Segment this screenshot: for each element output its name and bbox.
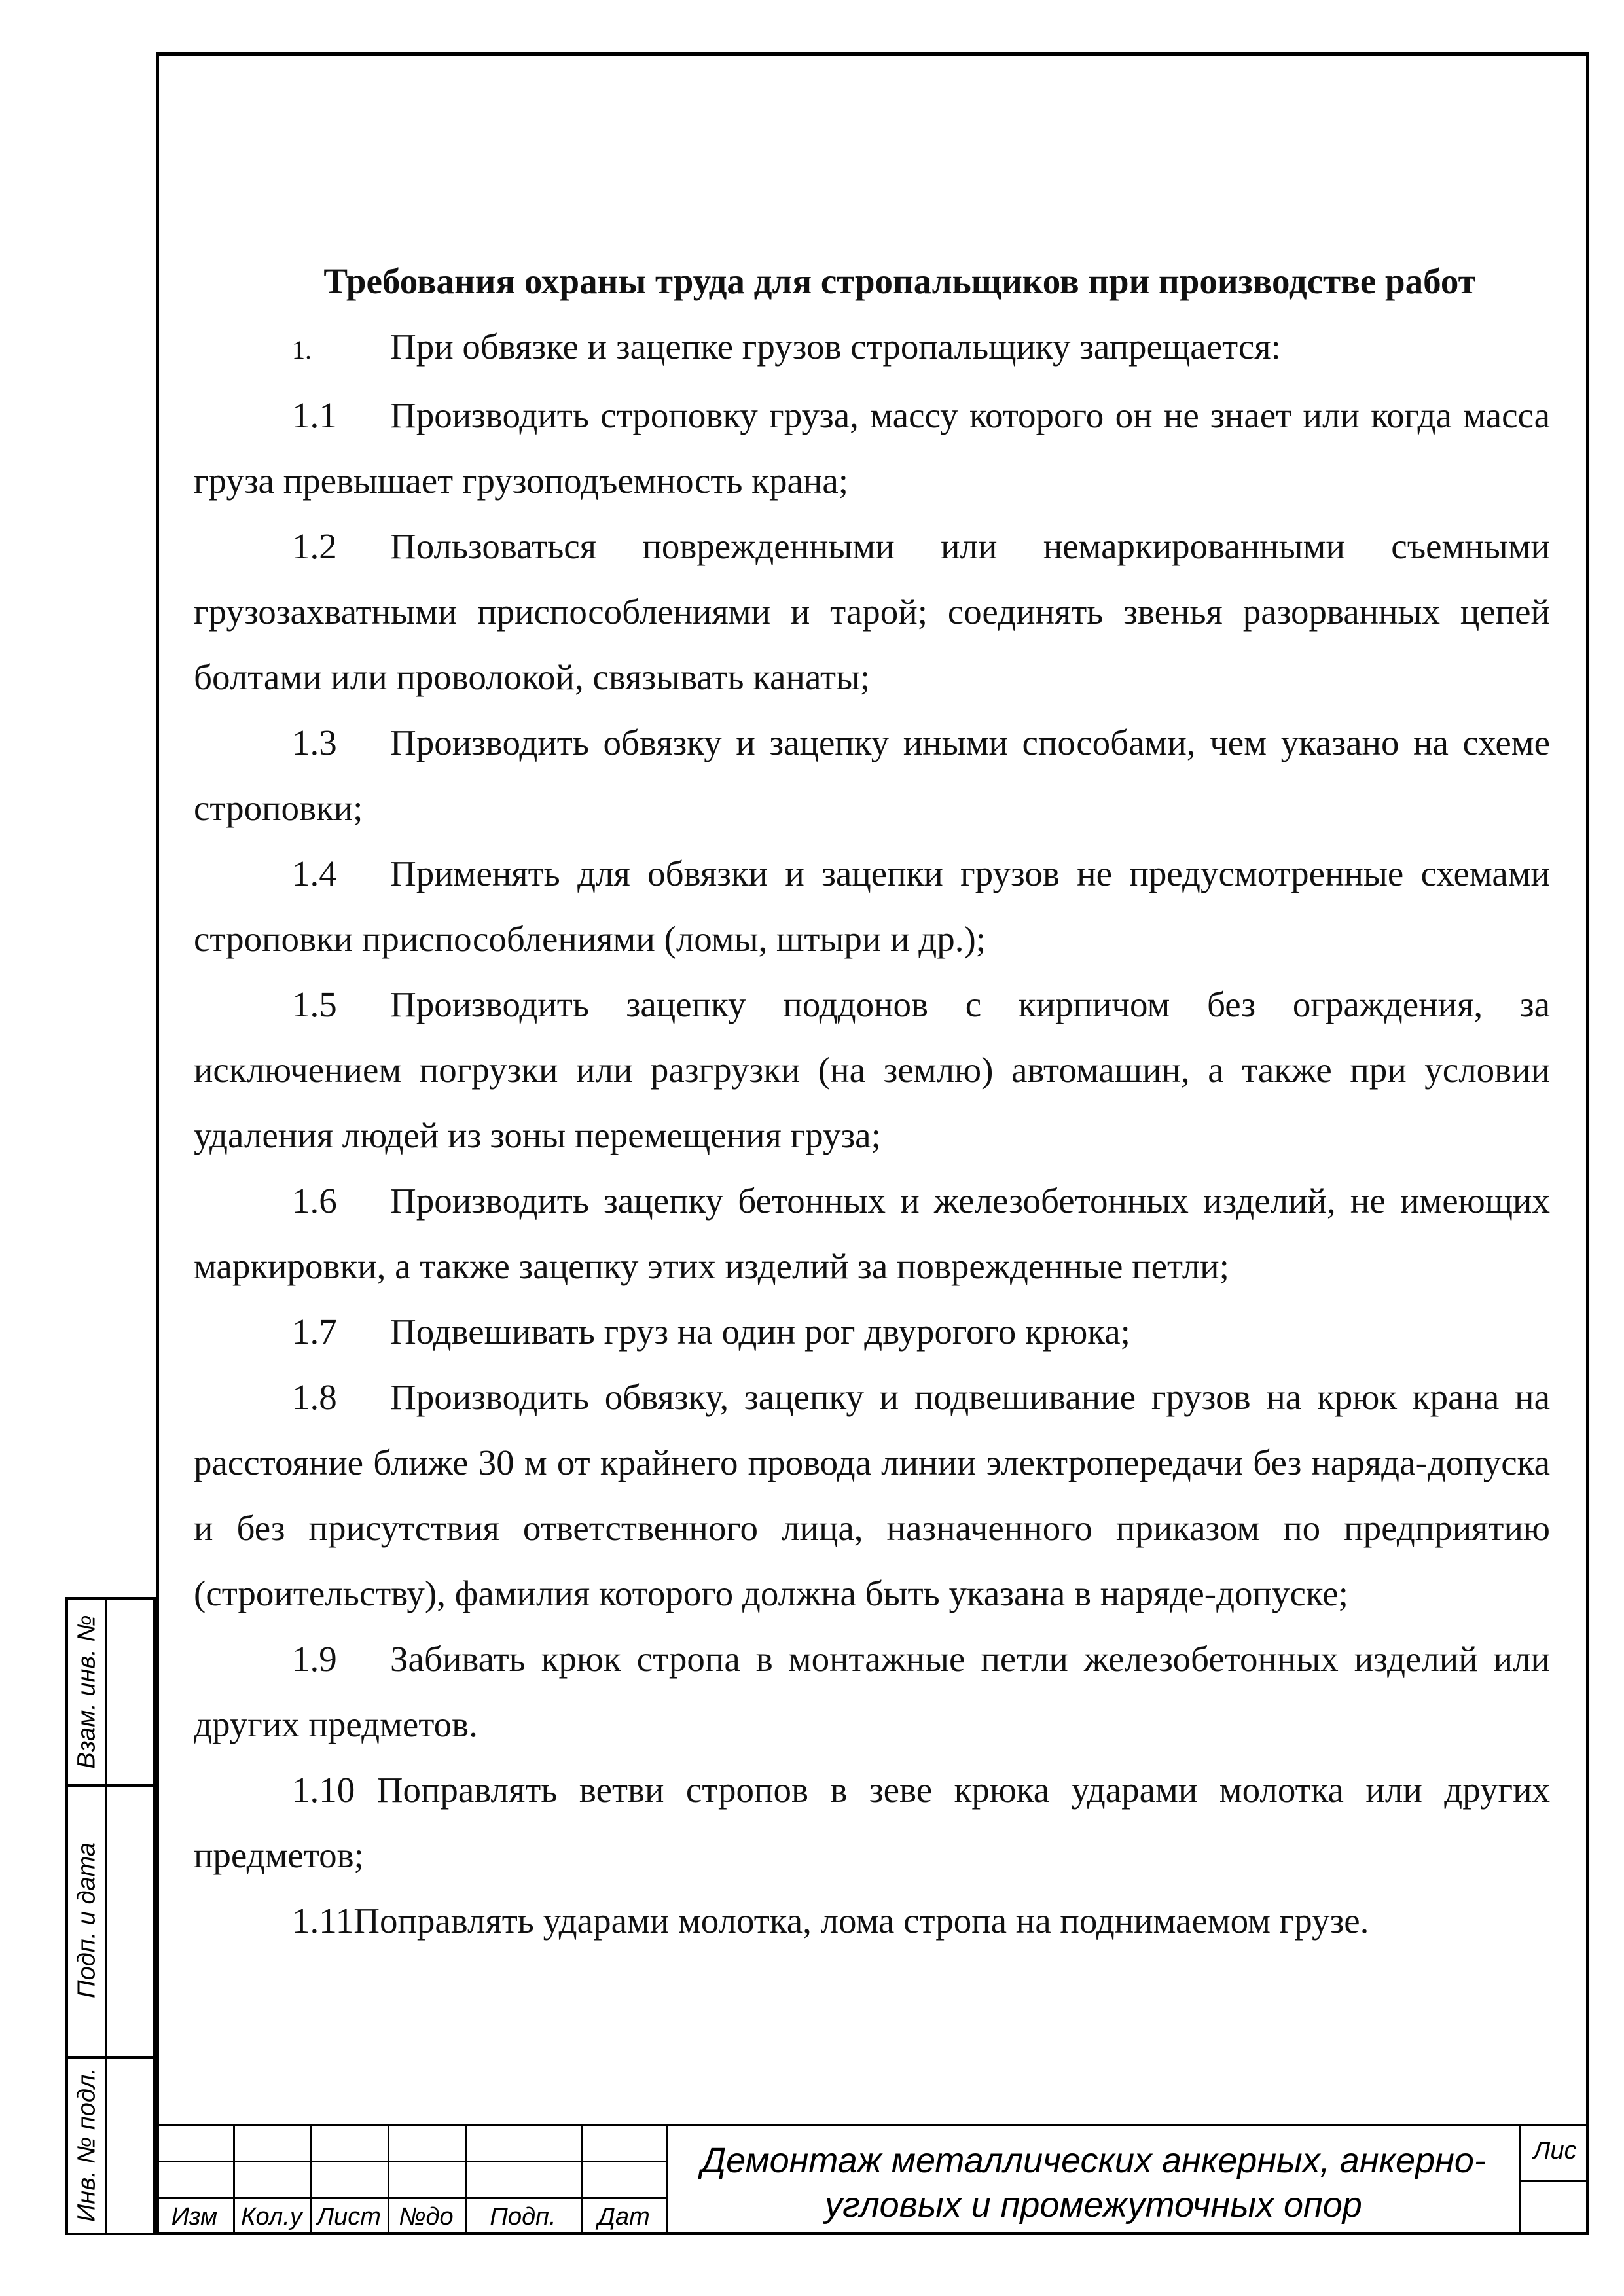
grid-row-line — [156, 2197, 666, 2199]
paragraph-text: Производить зацепку поддонов с кирпичом без ограждения, за исключением погрузки или разгрузки (на землю) автомашин, а также при условии удаления людей из зоны перемещения груза; — [194, 984, 1550, 1155]
paragraph-number: 1. — [292, 335, 312, 365]
paragraph-1-10 — [194, 1757, 1550, 1888]
paragraph-text: Производить обвязку, зацепку и подвешивание грузов на крюк крана на расстояние ближе 30 м от крайнего провода линии электропередачи без наряда-допуска и без присутствия ответственного лица, назначенного приказом по предприятию (строительству), фамилия которого должна быть указана в наряде-допуске; — [194, 1377, 1550, 1613]
side-label-inv-podl: Инв. № подл. — [73, 2067, 100, 2222]
sheet-divider — [1521, 2180, 1589, 2182]
header-n-dok: №до — [399, 2203, 454, 2231]
paragraph-number: 1.3 — [292, 723, 337, 762]
paragraph-text: Производить зацепку бетонных и железобетонных изделий, не имеющих маркировки, а также зацепку этих изделий за поврежденные петли; — [194, 1181, 1550, 1286]
paragraph-number: 1.6 — [292, 1181, 337, 1221]
header-data: Дат — [598, 2203, 650, 2231]
paragraph-1-3 — [194, 710, 1550, 841]
paragraph-number: 1.11 — [292, 1901, 354, 1941]
title-line-2: угловых и промежуточных опор — [825, 2185, 1362, 2225]
side-label-podp-data: Подп. и дата — [73, 1842, 100, 1998]
paragraph-number: 1.1 — [292, 395, 337, 435]
document-title: Требования охраны труда для стропальщиков при производстве работ — [323, 261, 1476, 301]
header-kol-uch: Кол.у — [241, 2203, 302, 2231]
paragraph-text: Пользоваться поврежденными или немаркированными съемными грузозахватными приспособлениями и тарой; соединять звенья разорванных цепей болтами или проволокой, связывать канаты; — [194, 526, 1550, 697]
title-block-name — [666, 2124, 1519, 2235]
paragraph-number: 1.7 — [292, 1312, 337, 1352]
paragraph-number: 1.9 — [292, 1639, 337, 1679]
paragraph-number: 1.5 — [292, 984, 337, 1024]
paragraph-text: Производить строповку груза, массу которого он не знает или когда масса груза превышает грузоподъемность крана; — [194, 395, 1550, 501]
document-body — [194, 249, 1550, 1954]
paragraph-1-5 — [194, 972, 1550, 1168]
paragraph-text: Подвешивать груз на один рог двурогого крюка; — [390, 1312, 1130, 1352]
side-cell-zam-inv — [65, 1597, 156, 1787]
sheet-label: Лис — [1533, 2137, 1577, 2164]
title-block-sheet — [1519, 2124, 1589, 2235]
paragraph-number: 1.8 — [292, 1377, 337, 1417]
paragraph-text: Применять для обвязки и зацепки грузов не предусмотренные схемами строповки приспособлениями (ломы, штыри и др.); — [194, 853, 1550, 959]
side-label-zam-inv: Взам. инв. № — [73, 1615, 100, 1769]
paragraph-1-11 — [194, 1888, 1550, 1954]
paragraph-number: 1.2 — [292, 526, 337, 566]
header-izm: Изм — [171, 2203, 218, 2231]
paragraph-text: Производить обвязку и зацепку иными способами, чем указано на схеме строповки; — [194, 723, 1550, 828]
header-list: Лист — [317, 2203, 381, 2231]
side-label-cell — [68, 1784, 107, 2056]
paragraph-text: При обвязке и зацепке грузов стропальщику запрещается: — [390, 327, 1281, 367]
title-block-grid — [156, 2124, 666, 2235]
paragraph-1-2 — [194, 514, 1550, 710]
grid-row-line — [156, 2161, 666, 2162]
title-line-1: Демонтаж металлических анкерных, анкерно- — [701, 2141, 1486, 2180]
side-label-cell — [68, 1600, 107, 1784]
paragraph-1-7 — [194, 1299, 1550, 1365]
header-podp: Подп. — [490, 2203, 556, 2231]
paragraph-text: Поправлять ветви стропов в зеве крюка ударами молотка или других предметов; — [194, 1770, 1550, 1875]
side-cell-inv-podl — [65, 2056, 156, 2235]
paragraph-1-8 — [194, 1365, 1550, 1626]
side-label-cell — [68, 2056, 107, 2233]
paragraph-1 — [194, 314, 1550, 383]
paragraph-text: Забивать крюк стропа в монтажные петли железобетонных изделий или других предметов. — [194, 1639, 1550, 1744]
paragraph-number: 1.4 — [292, 853, 337, 893]
paragraph-number: 1.10 — [292, 1770, 355, 1810]
paragraph-1-4 — [194, 841, 1550, 972]
paragraph-1-1 — [194, 383, 1550, 514]
paragraph-1-9 — [194, 1626, 1550, 1757]
side-cell-podp-data — [65, 1784, 156, 2059]
paragraph-text: Поправлять ударами молотка, лома стропа на поднимаемом грузе. — [353, 1901, 1369, 1941]
paragraph-1-6 — [194, 1168, 1550, 1299]
